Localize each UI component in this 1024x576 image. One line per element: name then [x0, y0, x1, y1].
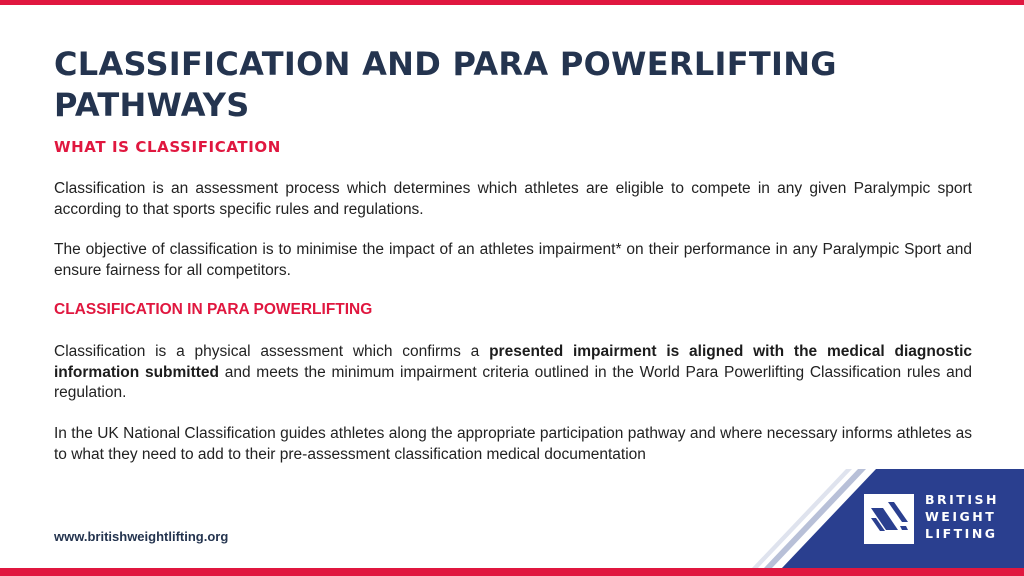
bwl-logo-text [925, 491, 999, 542]
paragraph-classification-objective: The objective of classification is to minimise the impact of an athletes impairment* on their performance in any Paralympic Sport and ensure fairness for all competitors. [54, 241, 972, 279]
paragraph-physical-assessment-emphasis: presented impairment is aligned with the medical diagnostic information submitted [54, 343, 972, 381]
paragraph-physical-assessment-end: and meets the minimum impairment criteria outlined in the World Para Powerlifting Classification rules and regulation. [54, 363, 972, 401]
section-heading-what-is-classification: WHAT IS CLASSIFICATION [54, 138, 281, 156]
paragraph-uk-national-classification: In the UK National Classification guides athletes along the appropriate participation pathway and where necessary informs athletes as to what they need to add to their pre-assessment classification medical documentation [54, 425, 972, 463]
paragraph-physical-assessment-start: Classification is a physical assessment which confirms a [54, 343, 490, 360]
bottom-accent-bar [0, 568, 1024, 576]
website-link[interactable]: www.britishweightlifting.org [54, 529, 229, 544]
logo-text-line1: BRITISH [925, 492, 999, 507]
bwl-logo-icon [864, 494, 914, 544]
paragraph-classification-definition: Classification is an assessment process which determines which athletes are eligible to compete in any given Paralympic sport according to that sports specific rules and regulations. [54, 180, 972, 218]
logo-text-line3: LIFTING [925, 526, 998, 541]
slide-title: CLASSIFICATION AND PARA POWERLIFTING PATHWAYS [54, 45, 837, 124]
logo-text-line2: WEIGHT [925, 509, 997, 524]
section-heading-classification-in-para-powerlifting: CLASSIFICATION IN PARA POWERLIFTING [54, 301, 373, 318]
